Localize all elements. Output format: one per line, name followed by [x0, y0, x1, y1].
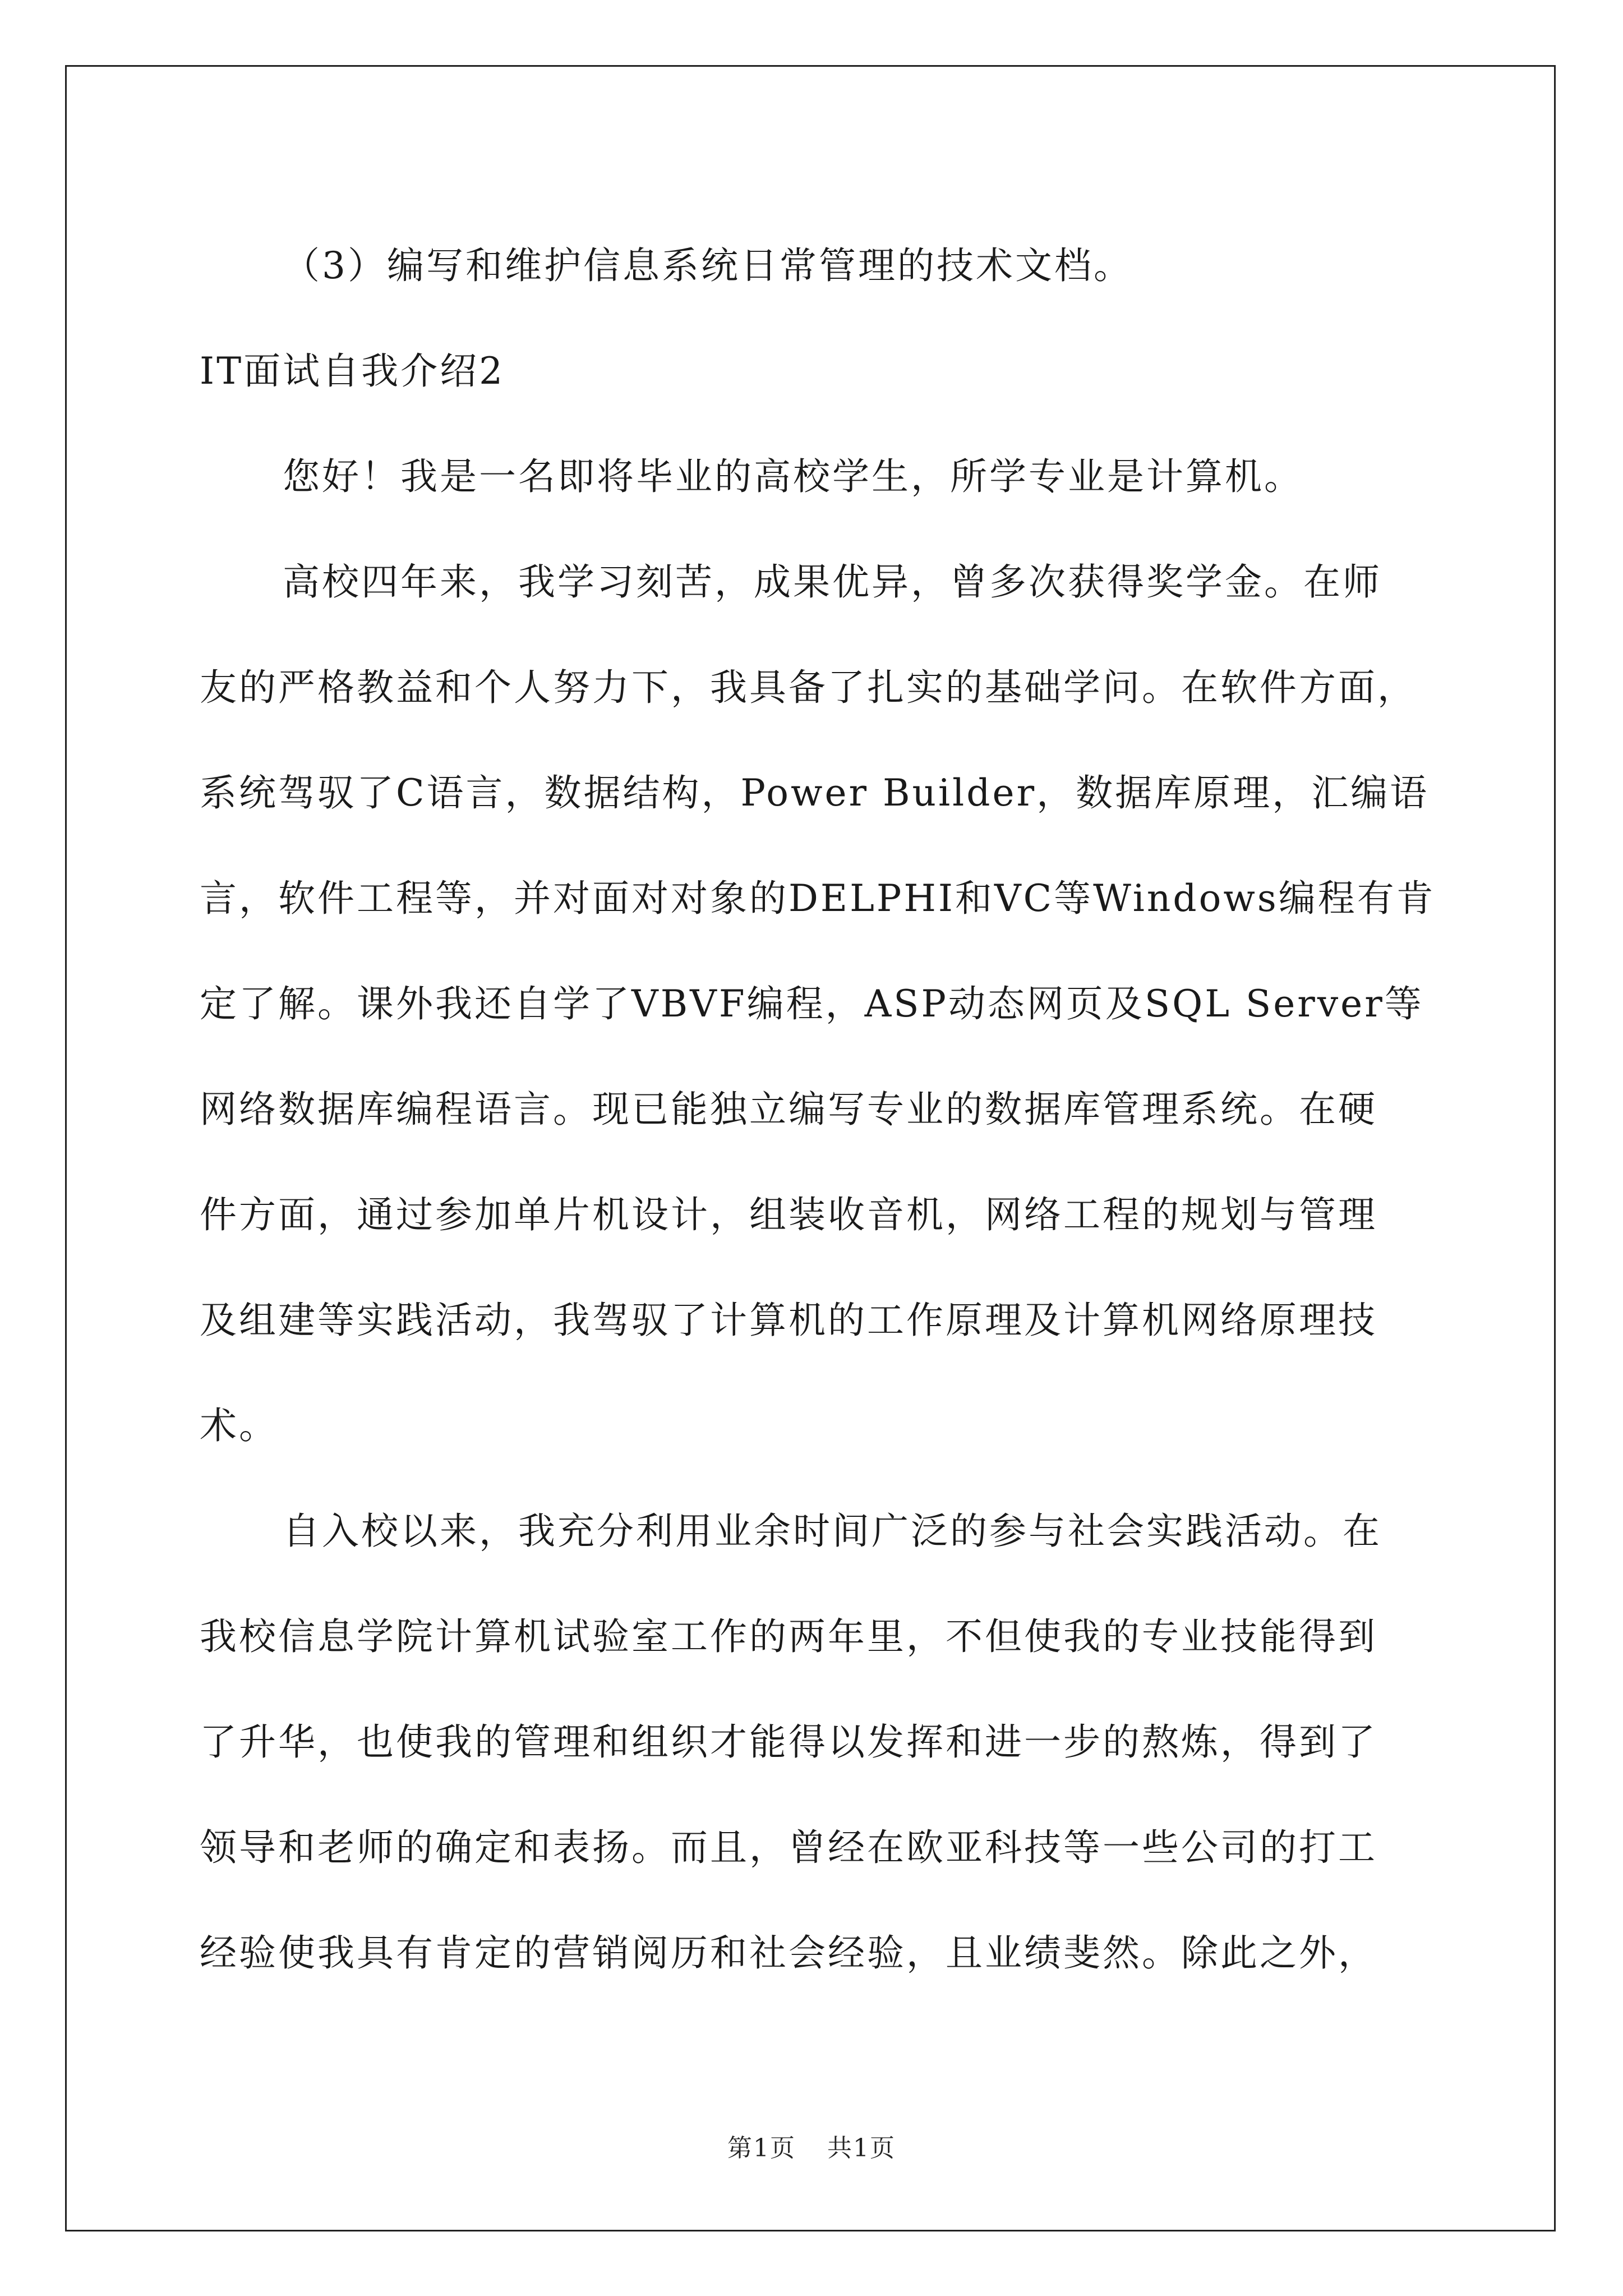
- list-item-3: （3）编写和维护信息系统日常管理的技术文档。: [283, 244, 1133, 287]
- paragraph-line: 领导和老师的确定和表扬。而且，曾经在欧亚科技等一些公司的打工: [200, 1826, 1377, 1869]
- page-footer: [0, 2132, 1623, 2165]
- page-number: 第1页: [727, 2134, 796, 2162]
- paragraph-line: 高校四年来，我学习刻苦，成果优异，曾多次获得奖学金。在师: [283, 560, 1382, 604]
- page-total: 共1页: [827, 2134, 896, 2162]
- document-body: [200, 213, 1436, 2006]
- paragraph-line: 系统驾驭了C语言，数据结构，Power Builder，数据库原理，汇编语: [200, 771, 1430, 815]
- paragraph-line: 经验使我具有肯定的营销阅历和社会经验，且业绩斐然。除此之外，: [200, 1931, 1377, 1975]
- section-heading: IT面试自我介绍2: [200, 349, 505, 393]
- paragraph-line: 了升华，也使我的管理和组织才能得以发挥和进一步的熬炼，得到了: [200, 1720, 1377, 1764]
- paragraph-line: 言，软件工程等，并对面对对象的DELPHI和VC等Windows编程有肯: [200, 877, 1436, 920]
- paragraph-line: 术。: [200, 1404, 278, 1447]
- paragraph-line: 自入校以来，我充分利用业余时间广泛的参与社会实践活动。在: [283, 1510, 1382, 1553]
- paragraph-line: 友的严格教益和个人努力下，我具备了扎实的基础学问。在软件方面，: [200, 666, 1417, 709]
- paragraph-line: 及组建等实践活动，我驾驭了计算机的工作原理及计算机网络原理技: [200, 1299, 1377, 1342]
- paragraph-line: 网络数据库编程语言。现已能独立编写专业的数据库管理系统。在硬: [200, 1088, 1377, 1131]
- paragraph-line: 您好！我是一名即将毕业的高校学生，所学专业是计算机。: [283, 455, 1303, 498]
- paragraph-line: 定了解。课外我还自学了VBVF编程，ASP动态网页及SQL Server等: [200, 982, 1424, 1025]
- paragraph-line: 件方面，通过参加单片机设计，组装收音机，网络工程的规划与管理: [200, 1193, 1377, 1236]
- paragraph-line: 我校信息学院计算机试验室工作的两年里，不但使我的专业技能得到: [200, 1615, 1377, 1658]
